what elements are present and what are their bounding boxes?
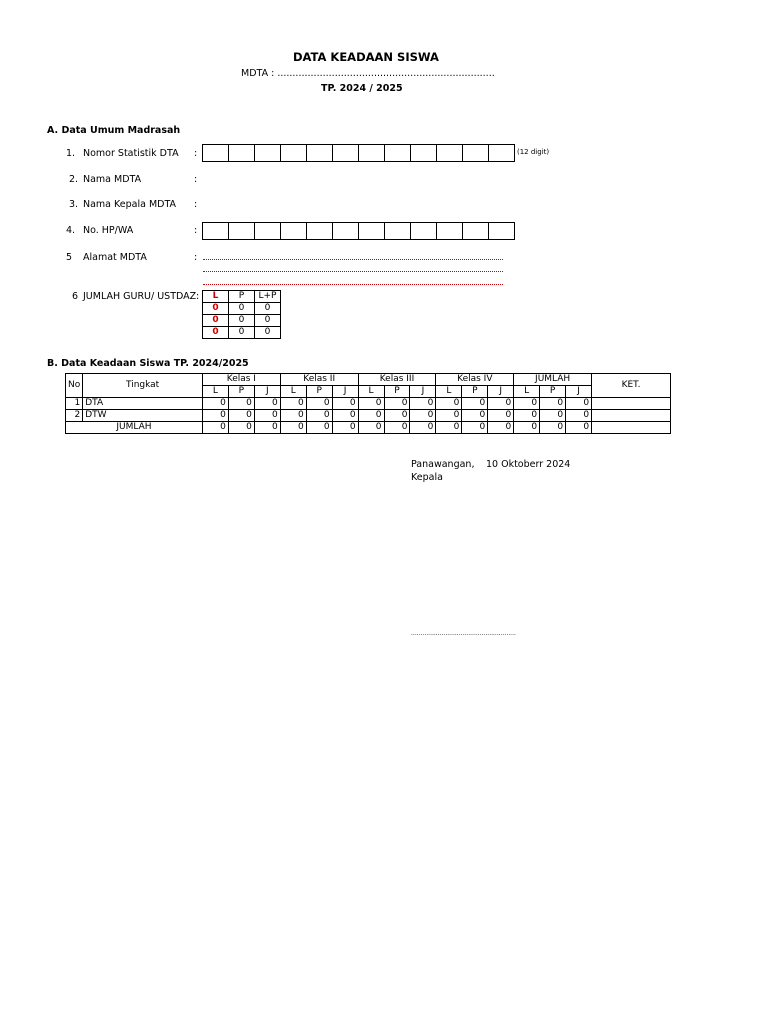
sub-p: P — [540, 386, 566, 398]
col-ket: KET. — [592, 374, 671, 398]
table-row — [203, 303, 281, 315]
sub-j: J — [566, 386, 592, 398]
student-table — [65, 373, 671, 434]
sub-l: L — [280, 386, 306, 398]
sub-p: P — [384, 386, 410, 398]
sub-l: L — [358, 386, 384, 398]
header-l: L — [203, 291, 229, 303]
ket-cell — [592, 398, 671, 410]
cell: 0 — [358, 422, 384, 434]
section-a-heading: A. Data Umum Madrasah — [47, 125, 181, 136]
signature-role: Kepala — [411, 472, 443, 483]
item-2-label: Nama MDTA — [83, 174, 142, 185]
item-3-number: 3. — [69, 199, 79, 210]
cell: 0 — [566, 410, 592, 422]
cell: 0 — [228, 422, 254, 434]
cell: 0 — [540, 398, 566, 410]
cell: 0 — [280, 410, 306, 422]
cell: 0 — [203, 327, 229, 339]
cell: 0 — [280, 398, 306, 410]
signature-place: Panawangan, — [411, 459, 475, 470]
item-3-label: Nama Kepala MDTA — [83, 199, 177, 210]
sub-j: J — [332, 386, 358, 398]
table-row — [203, 327, 281, 339]
phone-number-boxes[interactable] — [202, 222, 515, 240]
cell: 0 — [540, 410, 566, 422]
digit-note: (12 digit) — [517, 148, 550, 156]
item-4-label: No. HP/WA — [83, 225, 134, 236]
header-p: P — [229, 291, 255, 303]
cell: 0 — [202, 398, 228, 410]
cell: 0 — [255, 315, 281, 327]
cell: 0 — [410, 398, 436, 410]
cell: 0 — [202, 410, 228, 422]
cell: 0 — [514, 398, 540, 410]
ket-cell — [592, 410, 671, 422]
header-lp: L+P — [255, 291, 281, 303]
group-jumlah: JUMLAH — [514, 374, 592, 386]
sub-p: P — [228, 386, 254, 398]
signature-line: ....................................................... — [411, 630, 516, 637]
sub-l: L — [436, 386, 462, 398]
mdta-line: MDTA : ........................................................................ — [241, 68, 495, 79]
cell: 0 — [254, 398, 280, 410]
col-no: No — [66, 374, 83, 398]
cell: 0 — [514, 422, 540, 434]
sub-j: J — [254, 386, 280, 398]
total-label: JUMLAH — [66, 422, 203, 434]
table-row — [66, 398, 671, 410]
table-header-row — [66, 374, 671, 386]
cell: 0 — [358, 398, 384, 410]
cell: 0 — [229, 303, 255, 315]
address-line-2[interactable] — [203, 271, 503, 272]
cell: 0 — [540, 422, 566, 434]
item-5-colon: : — [194, 252, 198, 263]
cell: 0 — [255, 303, 281, 315]
item-6-label: JUMLAH GURU/ USTDAZ — [83, 291, 197, 302]
group-kelas-3: Kelas III — [358, 374, 436, 386]
cell: 0 — [202, 422, 228, 434]
section-b-heading: B. Data Keadaan Siswa TP. 2024/2025 — [47, 358, 249, 369]
item-2-colon: : — [194, 174, 198, 185]
school-year: TP. 2024 / 2025 — [321, 83, 403, 94]
sub-j: J — [488, 386, 514, 398]
cell: 0 — [462, 410, 488, 422]
address-line-1[interactable] — [203, 259, 503, 260]
cell: 0 — [462, 422, 488, 434]
table-row — [203, 315, 281, 327]
cell: 0 — [332, 398, 358, 410]
sub-l: L — [514, 386, 540, 398]
item-5-number: 5 — [66, 252, 73, 263]
row-no: 1 — [66, 398, 83, 410]
item-4-colon: : — [194, 225, 198, 236]
cell: 0 — [255, 327, 281, 339]
sub-p: P — [462, 386, 488, 398]
table-row — [66, 410, 671, 422]
group-kelas-4: Kelas IV — [436, 374, 514, 386]
cell: 0 — [384, 422, 410, 434]
cell: 0 — [229, 327, 255, 339]
cell: 0 — [514, 410, 540, 422]
sub-j: J — [410, 386, 436, 398]
cell: 0 — [254, 422, 280, 434]
item-4-number: 4. — [66, 225, 76, 236]
row-no: 2 — [66, 410, 83, 422]
item-2-number: 2. — [69, 174, 79, 185]
item-6-number: 6 — [72, 291, 79, 302]
ket-cell — [592, 422, 671, 434]
cell: 0 — [358, 410, 384, 422]
cell: 0 — [280, 422, 306, 434]
cell: 0 — [228, 410, 254, 422]
row-name: DTW — [83, 410, 203, 422]
cell: 0 — [203, 315, 229, 327]
cell: 0 — [254, 410, 280, 422]
sub-l: L — [202, 386, 228, 398]
cell: 0 — [332, 410, 358, 422]
item-3-colon: : — [194, 199, 198, 210]
item-6-colon: : — [196, 291, 200, 302]
signature-date: 10 Oktoberr 2024 — [486, 459, 571, 470]
table-total-row — [66, 422, 671, 434]
group-kelas-1: Kelas I — [202, 374, 280, 386]
cell: 0 — [384, 398, 410, 410]
table-row — [203, 291, 281, 303]
document-title: DATA KEADAAN SISWA — [293, 50, 439, 64]
cell: 0 — [488, 410, 514, 422]
cell: 0 — [462, 398, 488, 410]
cell: 0 — [384, 410, 410, 422]
group-kelas-2: Kelas II — [280, 374, 358, 386]
item-5-label: Alamat MDTA — [83, 252, 147, 263]
statistic-number-boxes[interactable] — [202, 144, 515, 162]
cell: 0 — [410, 410, 436, 422]
cell: 0 — [436, 422, 462, 434]
cell: 0 — [332, 422, 358, 434]
item-1-colon: : — [194, 148, 198, 159]
teacher-count-table — [202, 290, 281, 339]
item-1-label: Nomor Statistik DTA — [83, 148, 179, 159]
cell: 0 — [410, 422, 436, 434]
item-1-number: 1. — [66, 148, 76, 159]
cell: 0 — [566, 398, 592, 410]
cell: 0 — [229, 315, 255, 327]
cell: 0 — [436, 398, 462, 410]
cell: 0 — [488, 398, 514, 410]
address-line-3[interactable] — [203, 284, 503, 285]
cell: 0 — [488, 422, 514, 434]
col-tingkat: Tingkat — [83, 374, 203, 398]
cell: 0 — [306, 410, 332, 422]
sub-p: P — [306, 386, 332, 398]
row-name: DTA — [83, 398, 203, 410]
cell: 0 — [306, 398, 332, 410]
cell: 0 — [436, 410, 462, 422]
cell: 0 — [228, 398, 254, 410]
cell: 0 — [203, 303, 229, 315]
cell: 0 — [306, 422, 332, 434]
cell: 0 — [566, 422, 592, 434]
